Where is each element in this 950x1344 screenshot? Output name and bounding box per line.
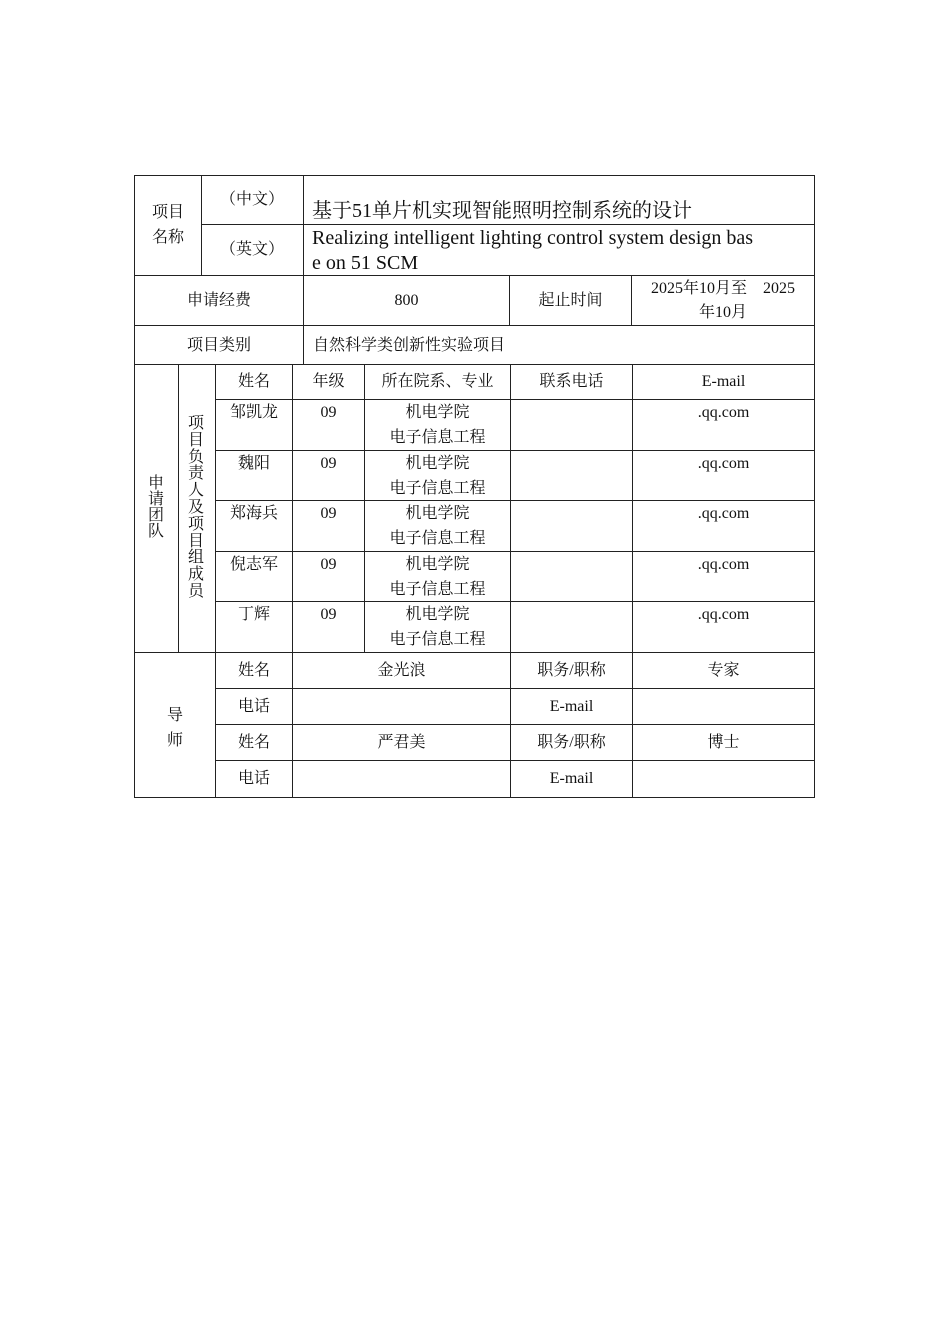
advisor-title: 博士	[707, 734, 740, 751]
category-value: 自然科学类创新性实验项目	[313, 337, 506, 354]
header-grade: 年级	[312, 373, 345, 390]
advisor-email-label: E-mail	[549, 770, 594, 787]
advisor-phone-label: 电话	[237, 770, 270, 787]
period-label: 起止时间	[538, 292, 603, 309]
header-dept: 所在院系、专业	[381, 373, 494, 390]
project-title-en: Realizing intelligent lighting control system design bas	[312, 227, 754, 249]
member-email: .qq.com	[697, 404, 750, 421]
table-border	[814, 175, 815, 798]
project-title-cn: 基于51单片机实现智能照明控制系统的设计	[312, 200, 692, 222]
table-border	[134, 797, 815, 798]
header-email: E-mail	[701, 373, 746, 390]
header-name: 姓名	[237, 373, 270, 390]
member-grade: 09	[320, 556, 337, 573]
member-grade: 09	[320, 404, 337, 421]
member-major: 电子信息工程	[389, 480, 486, 497]
project-title-en-cont: e on 51 SCM	[312, 252, 419, 274]
table-border	[215, 688, 815, 689]
member-dept: 机电学院	[405, 505, 470, 522]
cn-label: （中文）	[219, 191, 284, 208]
team-members-label: 项目负责人及项目组成员	[187, 415, 204, 600]
team-label: 申请团队	[147, 475, 164, 540]
member-grade: 09	[320, 455, 337, 472]
member-grade: 09	[320, 606, 337, 623]
table-border	[134, 175, 815, 176]
advisor-label: 导师	[166, 707, 183, 749]
advisor-name: 严君美	[377, 734, 426, 751]
member-major: 电子信息工程	[389, 581, 486, 598]
advisor-name-label: 姓名	[237, 662, 270, 679]
advisor-title-label: 职务/职称	[537, 662, 606, 679]
member-name: 丁辉	[237, 606, 270, 623]
advisor-phone-label: 电话	[237, 698, 270, 715]
member-email: .qq.com	[697, 455, 750, 472]
table-border	[134, 175, 135, 798]
member-major: 电子信息工程	[389, 429, 486, 446]
member-email: .qq.com	[697, 606, 750, 623]
table-border	[178, 364, 179, 652]
member-name: 邹凯龙	[229, 404, 278, 421]
table-border	[215, 760, 815, 761]
member-dept: 机电学院	[405, 455, 470, 472]
member-dept: 机电学院	[405, 556, 470, 573]
advisor-name: 金光浪	[377, 662, 426, 679]
advisor-name-label: 姓名	[237, 734, 270, 751]
member-major: 电子信息工程	[389, 631, 486, 648]
funding-label: 申请经费	[186, 292, 251, 309]
member-dept: 机电学院	[405, 606, 470, 623]
table-border	[134, 364, 815, 365]
member-name: 郑海兵	[229, 505, 278, 522]
advisor-email-label: E-mail	[549, 698, 594, 715]
header-phone: 联系电话	[539, 373, 604, 390]
member-major: 电子信息工程	[389, 530, 486, 547]
table-border	[215, 724, 815, 725]
advisor-title-label: 职务/职称	[537, 734, 606, 751]
member-grade: 09	[320, 505, 337, 522]
table-border	[201, 224, 815, 225]
en-label: （英文）	[219, 241, 284, 258]
table-border	[134, 652, 815, 653]
table-border	[134, 325, 815, 326]
member-name: 倪志军	[229, 556, 278, 573]
advisor-title: 专家	[707, 662, 740, 679]
member-name: 魏阳	[237, 455, 270, 472]
project-name-label: 项目名称	[151, 204, 184, 246]
period-value-cont: 年10月	[698, 304, 747, 321]
member-dept: 机电学院	[405, 404, 470, 421]
period-value: 2025年10月至 2025	[650, 280, 795, 297]
member-email: .qq.com	[697, 505, 750, 522]
funding-value: 800	[394, 292, 419, 309]
category-label: 项目类别	[186, 337, 251, 354]
member-email: .qq.com	[697, 556, 750, 573]
table-border	[303, 175, 304, 364]
